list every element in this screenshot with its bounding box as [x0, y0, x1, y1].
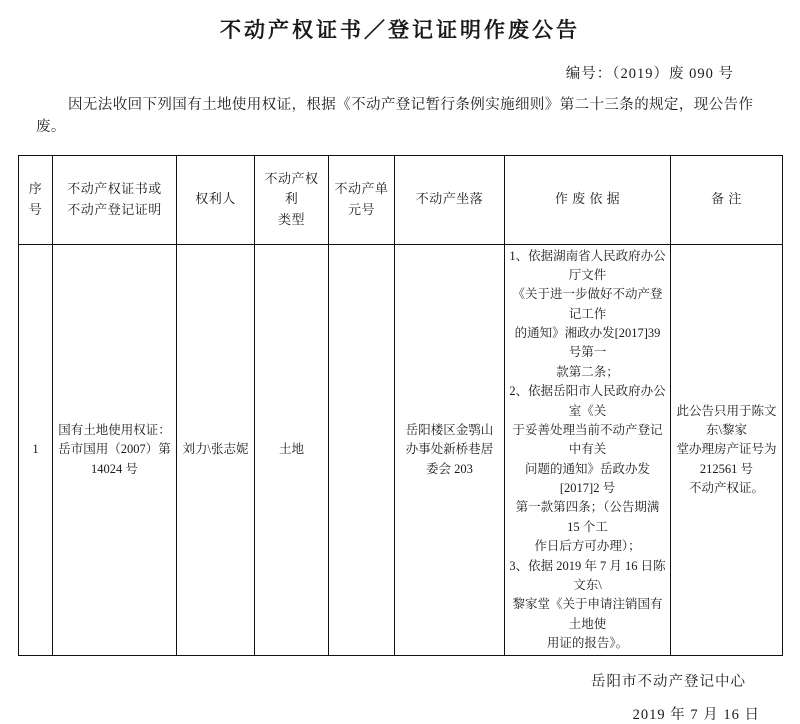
column-header-rights-type-line1: 不动产权利	[264, 171, 319, 207]
document-intro: 因无法收回下列国有土地使用权证，根据《不动产登记暂行条例实施细则》第二十三条的规定，现公告作废。	[36, 97, 754, 135]
table-header-row	[19, 155, 783, 244]
cell-seq: 1	[19, 244, 53, 656]
cell-reason-line5: 2、依据岳阳市人民政府办公室《关	[509, 384, 666, 418]
column-header-rights-type	[255, 155, 329, 244]
column-header-seq-line1: 序	[28, 181, 43, 197]
table-row	[19, 244, 783, 656]
table-header	[19, 155, 783, 244]
column-header-certificate-line1: 不动产权证书或	[67, 181, 162, 197]
cell-reason	[505, 244, 671, 656]
column-header-reason: 作 废 依 据	[505, 155, 671, 244]
cell-certificate	[53, 244, 177, 656]
column-header-location: 不动产坐落	[395, 155, 505, 244]
cell-rights-type: 土地	[255, 244, 329, 656]
issue-date: 2019 年 7 月 16 日	[632, 707, 760, 724]
cell-unit-number	[329, 244, 395, 656]
column-header-seq-line2: 号	[28, 201, 43, 217]
cell-reason-line2: 《关于进一步做好不动产登记工作	[512, 287, 663, 321]
column-header-seq	[19, 155, 53, 244]
cell-reason-line8: 第一款第四条；（公告期满 15 个工	[515, 500, 660, 534]
cell-reason-line4: 款第二条；	[556, 364, 619, 379]
document-number	[18, 62, 782, 83]
cell-reason-line12: 用证的报告》。	[546, 636, 629, 650]
cell-reason-line10: 3、依据 2019 年 7 月 16 日陈文东\	[509, 558, 666, 592]
cell-reason-line9: 作日后方可办理）；	[534, 539, 641, 554]
column-header-unit-number-line2: 元号	[347, 201, 375, 217]
cell-certificate-line3: 14024 号	[91, 461, 138, 476]
column-header-unit-number	[329, 155, 395, 244]
cell-note-line2: 堂办理房产证号为 212561 号	[676, 442, 777, 476]
cell-reason-line3: 的通知》湘政办发[2017]39 号第一	[514, 326, 661, 360]
annulment-table	[18, 155, 783, 657]
cell-location-line3: 委会 203	[426, 461, 473, 476]
cell-reason-line7: 问题的通知》岳政办发[2017]2 号	[524, 461, 650, 495]
cell-note-line3: 不动产权证。	[688, 481, 764, 495]
cell-location-line1: 岳阳楼区金鹗山	[405, 422, 494, 437]
column-header-rights-type-line2: 类型	[277, 211, 305, 227]
column-header-note: 备 注	[671, 155, 783, 244]
column-header-certificate	[53, 155, 177, 244]
column-header-unit-number-line1: 不动产单	[334, 181, 389, 197]
cell-certificate-line1: 国有土地使用权证：	[58, 422, 171, 437]
document-number-value: （2019）废 090 号	[612, 66, 734, 82]
cell-reason-line1: 1、依据湖南省人民政府办公厅文件	[509, 248, 666, 282]
issuer-name: 岳阳市不动产登记中心	[591, 674, 746, 691]
page-title: 不动产权证书／登记证明作废公告	[220, 18, 580, 42]
cell-certificate-line2: 岳市国用（2007）第	[58, 442, 171, 457]
cell-owner: 刘力\张志妮	[177, 244, 255, 656]
cell-reason-line11: 黎家堂《关于申请注销国有土地使	[512, 597, 663, 631]
cell-reason-line6: 于妥善处理当前不动产登记中有关	[512, 422, 663, 457]
table-body	[19, 244, 783, 656]
column-header-certificate-line2: 不动产登记证明	[67, 201, 162, 217]
cell-note	[671, 244, 783, 656]
cell-location-line2: 办事处新桥巷居	[405, 442, 494, 457]
document-number-label: 编号：	[565, 66, 613, 82]
column-header-owner: 权利人	[177, 155, 255, 244]
cell-note-line1: 此公告只用于陈文东\黎家	[676, 403, 777, 437]
cell-location	[395, 244, 505, 656]
document-page	[0, 14, 800, 724]
